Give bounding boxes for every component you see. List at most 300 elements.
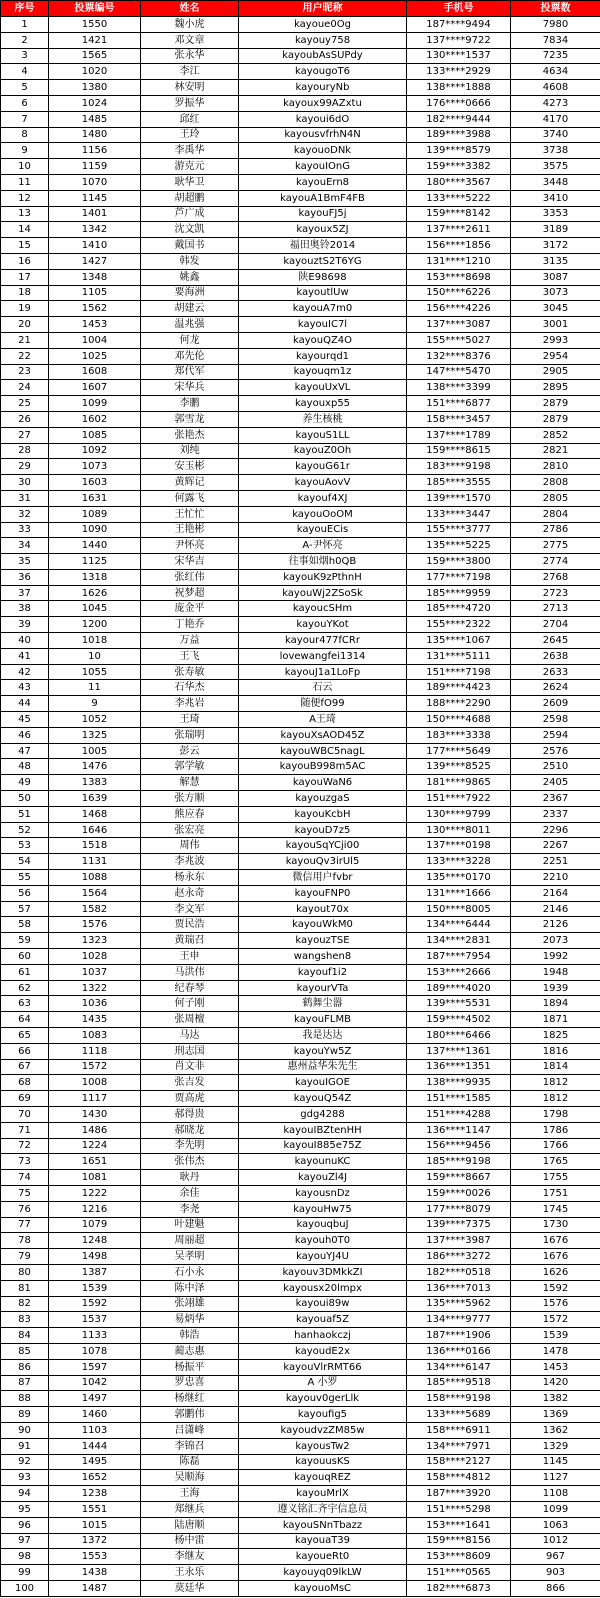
cell-nickname: kayouXsAOD45Z — [239, 727, 407, 743]
table-row — [1, 80, 600, 96]
cell-vote-id: 1103 — [49, 1422, 141, 1438]
cell-votes: 967 — [511, 1549, 600, 1565]
cell-votes: 3353 — [511, 206, 600, 222]
cell-nickname: kayougoT6 — [239, 64, 407, 80]
cell-phone: 158****2127 — [407, 1454, 511, 1470]
cell-name: 杨永东 — [141, 870, 239, 886]
cell-name: 郝晓龙 — [141, 1122, 239, 1138]
table-row — [1, 933, 600, 949]
cell-index: 22 — [1, 348, 49, 364]
cell-name: 赵永奇 — [141, 885, 239, 901]
cell-vote-id: 1498 — [49, 1249, 141, 1265]
cell-index: 3 — [1, 48, 49, 64]
cell-vote-id: 1025 — [49, 348, 141, 364]
cell-votes: 4634 — [511, 64, 600, 80]
table-row — [1, 822, 600, 838]
table-row — [1, 601, 600, 617]
cell-vote-id: 1159 — [49, 159, 141, 175]
table-row — [1, 206, 600, 222]
table-row — [1, 411, 600, 427]
cell-name: 张方顺 — [141, 791, 239, 807]
cell-nickname: kayousnDz — [239, 1185, 407, 1201]
cell-votes: 2768 — [511, 569, 600, 585]
cell-vote-id: 1651 — [49, 1154, 141, 1170]
cell-name: 罗振华 — [141, 95, 239, 111]
cell-phone: 134****2831 — [407, 933, 511, 949]
table-row — [1, 1043, 600, 1059]
cell-phone: 180****6466 — [407, 1028, 511, 1044]
table-row — [1, 459, 600, 475]
cell-votes: 2723 — [511, 585, 600, 601]
header-vote-id: 投票编号 — [49, 1, 141, 17]
table-row — [1, 1486, 600, 1502]
cell-votes: 1745 — [511, 1201, 600, 1217]
cell-nickname: kayoutlUw — [239, 285, 407, 301]
cell-nickname: kayouf1i2 — [239, 964, 407, 980]
header-votes: 投票数 — [511, 1, 600, 17]
cell-votes: 2774 — [511, 554, 600, 570]
cell-phone: 151****5298 — [407, 1501, 511, 1517]
cell-index: 36 — [1, 569, 49, 585]
cell-nickname: kayouYKot — [239, 617, 407, 633]
cell-vote-id: 1607 — [49, 380, 141, 396]
cell-index: 79 — [1, 1249, 49, 1265]
cell-nickname: kayouSqYCji00 — [239, 838, 407, 854]
cell-vote-id: 1592 — [49, 1296, 141, 1312]
cell-index: 35 — [1, 554, 49, 570]
cell-votes: 1478 — [511, 1343, 600, 1359]
cell-name: 贾民浩 — [141, 917, 239, 933]
cell-phone: 186****3272 — [407, 1249, 511, 1265]
cell-phone: 158****4812 — [407, 1470, 511, 1486]
table-row — [1, 1549, 600, 1565]
cell-vote-id: 1602 — [49, 411, 141, 427]
cell-phone: 139****8525 — [407, 759, 511, 775]
cell-phone: 151****7922 — [407, 791, 511, 807]
cell-index: 43 — [1, 680, 49, 696]
cell-nickname: kayouh0T0 — [239, 1233, 407, 1249]
table-row — [1, 727, 600, 743]
cell-votes: 2126 — [511, 917, 600, 933]
table-row — [1, 443, 600, 459]
table-row — [1, 1438, 600, 1454]
cell-nickname: kayouaf5Z — [239, 1312, 407, 1328]
cell-phone: 134****7971 — [407, 1438, 511, 1454]
cell-phone: 136****7013 — [407, 1280, 511, 1296]
cell-index: 4 — [1, 64, 49, 80]
table-row — [1, 743, 600, 759]
cell-name: 陈中泽 — [141, 1280, 239, 1296]
cell-vote-id: 1626 — [49, 585, 141, 601]
cell-index: 83 — [1, 1312, 49, 1328]
cell-votes: 1592 — [511, 1280, 600, 1296]
cell-vote-id: 1090 — [49, 522, 141, 538]
cell-name: 罗忠喜 — [141, 1375, 239, 1391]
cell-name: 芦广成 — [141, 206, 239, 222]
cell-name: 李文军 — [141, 901, 239, 917]
cell-nickname: kayouWaN6 — [239, 775, 407, 791]
cell-vote-id: 1564 — [49, 885, 141, 901]
cell-nickname: kayouZ0Oh — [239, 443, 407, 459]
cell-votes: 1992 — [511, 949, 600, 965]
cell-index: 24 — [1, 380, 49, 396]
table-body — [1, 17, 600, 1597]
cell-phone: 151****7198 — [407, 664, 511, 680]
cell-phone: 136****1351 — [407, 1059, 511, 1075]
table-row — [1, 238, 600, 254]
cell-name: 李兆波 — [141, 854, 239, 870]
cell-phone: 151****6877 — [407, 396, 511, 412]
table-row — [1, 522, 600, 538]
cell-index: 90 — [1, 1422, 49, 1438]
cell-name: 刑志国 — [141, 1043, 239, 1059]
table-row — [1, 1106, 600, 1122]
table-row — [1, 680, 600, 696]
cell-votes: 2786 — [511, 522, 600, 538]
cell-votes: 1012 — [511, 1533, 600, 1549]
cell-name: 郑继兵 — [141, 1501, 239, 1517]
table-row — [1, 538, 600, 554]
cell-index: 31 — [1, 490, 49, 506]
cell-index: 61 — [1, 964, 49, 980]
cell-votes: 3575 — [511, 159, 600, 175]
cell-votes: 1765 — [511, 1154, 600, 1170]
cell-votes: 1766 — [511, 1138, 600, 1154]
cell-vote-id: 1487 — [49, 1580, 141, 1596]
cell-vote-id: 1117 — [49, 1091, 141, 1107]
cell-nickname: 随便fO99 — [239, 696, 407, 712]
cell-name: 耿丹 — [141, 1170, 239, 1186]
cell-index: 9 — [1, 143, 49, 159]
cell-name: 戴国书 — [141, 238, 239, 254]
cell-nickname: kayouVlrRMT66 — [239, 1359, 407, 1375]
cell-phone: 177****5649 — [407, 743, 511, 759]
cell-name: 王海 — [141, 1486, 239, 1502]
table-row — [1, 427, 600, 443]
cell-votes: 3135 — [511, 253, 600, 269]
cell-index: 70 — [1, 1106, 49, 1122]
table-row — [1, 364, 600, 380]
cell-name: 邓先伦 — [141, 348, 239, 364]
table-row — [1, 32, 600, 48]
cell-vote-id: 1468 — [49, 806, 141, 822]
cell-nickname: kayouI885e75Z — [239, 1138, 407, 1154]
cell-votes: 903 — [511, 1565, 600, 1581]
cell-nickname: kayoux99AZxtu — [239, 95, 407, 111]
cell-vote-id: 1037 — [49, 964, 141, 980]
cell-votes: 2879 — [511, 411, 600, 427]
cell-name: 郑代军 — [141, 364, 239, 380]
cell-votes: 7980 — [511, 17, 600, 33]
cell-phone: 136****1147 — [407, 1122, 511, 1138]
cell-index: 34 — [1, 538, 49, 554]
cell-index: 49 — [1, 775, 49, 791]
cell-phone: 150****8005 — [407, 901, 511, 917]
cell-phone: 135****1067 — [407, 633, 511, 649]
cell-name: 祝梦超 — [141, 585, 239, 601]
cell-vote-id: 1372 — [49, 1533, 141, 1549]
cell-name: 吕潇峰 — [141, 1422, 239, 1438]
table-row — [1, 569, 600, 585]
cell-phone: 185****9198 — [407, 1154, 511, 1170]
cell-nickname: kayouZl4J — [239, 1170, 407, 1186]
cell-index: 41 — [1, 648, 49, 664]
cell-vote-id: 1323 — [49, 933, 141, 949]
cell-name: 韩浩 — [141, 1328, 239, 1344]
cell-vote-id: 1438 — [49, 1565, 141, 1581]
cell-nickname: kayouIGOE — [239, 1075, 407, 1091]
cell-vote-id: 1238 — [49, 1486, 141, 1502]
cell-phone: 151****0565 — [407, 1565, 511, 1581]
cell-vote-id: 1383 — [49, 775, 141, 791]
cell-vote-id: 1603 — [49, 475, 141, 491]
cell-phone: 137****3987 — [407, 1233, 511, 1249]
cell-index: 71 — [1, 1122, 49, 1138]
cell-nickname: kayoui6dO — [239, 111, 407, 127]
cell-name: 王艳彬 — [141, 522, 239, 538]
cell-vote-id: 1222 — [49, 1185, 141, 1201]
cell-nickname: kayouYw5Z — [239, 1043, 407, 1059]
cell-vote-id: 1631 — [49, 490, 141, 506]
cell-phone: 133****3228 — [407, 854, 511, 870]
cell-votes: 4608 — [511, 80, 600, 96]
cell-nickname: kayouB998m5AC — [239, 759, 407, 775]
cell-vote-id: 1430 — [49, 1106, 141, 1122]
cell-index: 76 — [1, 1201, 49, 1217]
cell-phone: 159****8667 — [407, 1170, 511, 1186]
cell-phone: 137****1789 — [407, 427, 511, 443]
cell-vote-id: 1497 — [49, 1391, 141, 1407]
table-row — [1, 1154, 600, 1170]
table-row — [1, 759, 600, 775]
cell-phone: 139****8579 — [407, 143, 511, 159]
cell-vote-id: 1342 — [49, 222, 141, 238]
cell-nickname: A王琦 — [239, 712, 407, 728]
table-row — [1, 1375, 600, 1391]
table-row — [1, 490, 600, 506]
cell-phone: 134****6444 — [407, 917, 511, 933]
cell-votes: 2267 — [511, 838, 600, 854]
cell-nickname: A-尹怀亮 — [239, 538, 407, 554]
table-row — [1, 1312, 600, 1328]
cell-votes: 1751 — [511, 1185, 600, 1201]
cell-phone: 137****1361 — [407, 1043, 511, 1059]
cell-vote-id: 1562 — [49, 301, 141, 317]
cell-votes: 2576 — [511, 743, 600, 759]
cell-index: 77 — [1, 1217, 49, 1233]
cell-votes: 2624 — [511, 680, 600, 696]
cell-votes: 1676 — [511, 1233, 600, 1249]
cell-index: 65 — [1, 1028, 49, 1044]
cell-nickname: kayouusKS — [239, 1454, 407, 1470]
cell-phone: 185****9518 — [407, 1375, 511, 1391]
cell-votes: 2810 — [511, 459, 600, 475]
cell-name: 李鹏 — [141, 396, 239, 412]
cell-phone: 150****4688 — [407, 712, 511, 728]
cell-vote-id: 1582 — [49, 901, 141, 917]
cell-index: 44 — [1, 696, 49, 712]
cell-vote-id: 1073 — [49, 459, 141, 475]
cell-phone: 189****4423 — [407, 680, 511, 696]
cell-votes: 1814 — [511, 1059, 600, 1075]
cell-nickname: kayouIBZtenHH — [239, 1122, 407, 1138]
table-row — [1, 222, 600, 238]
cell-vote-id: 1387 — [49, 1264, 141, 1280]
cell-name: 陈磊 — [141, 1454, 239, 1470]
cell-votes: 2905 — [511, 364, 600, 380]
cell-nickname: kayoui89w — [239, 1296, 407, 1312]
cell-name: 刘纯 — [141, 443, 239, 459]
cell-phone: 153****1641 — [407, 1517, 511, 1533]
cell-index: 33 — [1, 522, 49, 538]
cell-nickname: kayouQZ4O — [239, 332, 407, 348]
cell-nickname: kayoux5ZJ — [239, 222, 407, 238]
cell-nickname: 养生核桃 — [239, 411, 407, 427]
cell-index: 60 — [1, 949, 49, 965]
cell-nickname: kayoudvzZM85w — [239, 1422, 407, 1438]
cell-index: 93 — [1, 1470, 49, 1486]
cell-index: 86 — [1, 1359, 49, 1375]
cell-index: 51 — [1, 806, 49, 822]
table-row — [1, 1359, 600, 1375]
cell-phone: 182****9444 — [407, 111, 511, 127]
table-row — [1, 1201, 600, 1217]
cell-vote-id: 1597 — [49, 1359, 141, 1375]
cell-name: 余佳 — [141, 1185, 239, 1201]
cell-name: 陆唐顺 — [141, 1517, 239, 1533]
table-row — [1, 1122, 600, 1138]
cell-nickname: kayouIOnG — [239, 159, 407, 175]
cell-name: 尹怀亮 — [141, 538, 239, 554]
cell-vote-id: 1539 — [49, 1280, 141, 1296]
cell-vote-id: 1486 — [49, 1122, 141, 1138]
cell-vote-id: 1024 — [49, 95, 141, 111]
cell-phone: 177****8079 — [407, 1201, 511, 1217]
cell-index: 74 — [1, 1170, 49, 1186]
cell-index: 21 — [1, 332, 49, 348]
cell-vote-id: 1485 — [49, 111, 141, 127]
cell-vote-id: 1055 — [49, 664, 141, 680]
cell-nickname: kayoubAsSUPdy — [239, 48, 407, 64]
cell-votes: 1329 — [511, 1438, 600, 1454]
cell-nickname: hanhaokczj — [239, 1328, 407, 1344]
cell-phone: 130****1537 — [407, 48, 511, 64]
cell-index: 10 — [1, 159, 49, 175]
cell-index: 94 — [1, 1486, 49, 1502]
cell-phone: 137****0198 — [407, 838, 511, 854]
cell-nickname: kayouztS2T6YG — [239, 253, 407, 269]
cell-vote-id: 1480 — [49, 127, 141, 143]
cell-votes: 1939 — [511, 980, 600, 996]
cell-vote-id: 1088 — [49, 870, 141, 886]
cell-phone: 139****7375 — [407, 1217, 511, 1233]
cell-phone: 187****9494 — [407, 17, 511, 33]
cell-nickname: kayouJ1a1LoFp — [239, 664, 407, 680]
cell-phone: 132****8376 — [407, 348, 511, 364]
table-row — [1, 664, 600, 680]
cell-name: 李锦召 — [141, 1438, 239, 1454]
cell-votes: 1420 — [511, 1375, 600, 1391]
cell-nickname: kayoudE2x — [239, 1343, 407, 1359]
cell-vote-id: 1248 — [49, 1233, 141, 1249]
cell-votes: 3738 — [511, 143, 600, 159]
cell-vote-id: 1005 — [49, 743, 141, 759]
cell-phone: 158****9198 — [407, 1391, 511, 1407]
cell-vote-id: 1052 — [49, 712, 141, 728]
cell-votes: 2808 — [511, 475, 600, 491]
header-name: 姓名 — [141, 1, 239, 17]
cell-votes: 4170 — [511, 111, 600, 127]
cell-index: 97 — [1, 1533, 49, 1549]
table-row — [1, 159, 600, 175]
cell-nickname: kayouErn8 — [239, 174, 407, 190]
cell-index: 45 — [1, 712, 49, 728]
cell-nickname: 我是达达 — [239, 1028, 407, 1044]
cell-name: 温兆强 — [141, 317, 239, 333]
cell-nickname: kayouqm1z — [239, 364, 407, 380]
cell-nickname: kayouSNnTbazz — [239, 1517, 407, 1533]
cell-name: 杨中雷 — [141, 1533, 239, 1549]
cell-name: 马达 — [141, 1028, 239, 1044]
cell-nickname: 鹤舞尘嚣 — [239, 996, 407, 1012]
cell-nickname: lovewangfei1314 — [239, 648, 407, 664]
cell-nickname: 遵义铭汇齐宇信息员 — [239, 1501, 407, 1517]
cell-name: 李先明 — [141, 1138, 239, 1154]
cell-name: 杨继红 — [141, 1391, 239, 1407]
cell-nickname: kayouzTSE — [239, 933, 407, 949]
cell-index: 26 — [1, 411, 49, 427]
cell-nickname: kayouK9zPthnH — [239, 569, 407, 585]
cell-nickname: 石云 — [239, 680, 407, 696]
cell-votes: 1786 — [511, 1122, 600, 1138]
cell-name: 游克元 — [141, 159, 239, 175]
cell-name: 宋华吉 — [141, 554, 239, 570]
cell-phone: 133****5222 — [407, 190, 511, 206]
cell-nickname: kayouYJ4U — [239, 1249, 407, 1265]
cell-name: 肖文非 — [141, 1059, 239, 1075]
table-row — [1, 1343, 600, 1359]
cell-vote-id: 1028 — [49, 949, 141, 965]
cell-nickname: 往事如烟h0QB — [239, 554, 407, 570]
table-row — [1, 1170, 600, 1186]
cell-votes: 3189 — [511, 222, 600, 238]
cell-votes: 1063 — [511, 1517, 600, 1533]
cell-name: 彭云 — [141, 743, 239, 759]
cell-index: 78 — [1, 1233, 49, 1249]
cell-nickname: kayouQv3irUl5 — [239, 854, 407, 870]
cell-vote-id: 10 — [49, 648, 141, 664]
cell-nickname: kayouWkM0 — [239, 917, 407, 933]
cell-index: 85 — [1, 1343, 49, 1359]
cell-phone: 131****1210 — [407, 253, 511, 269]
cell-votes: 1730 — [511, 1217, 600, 1233]
cell-votes: 1755 — [511, 1170, 600, 1186]
cell-name: 李禹华 — [141, 143, 239, 159]
table-row — [1, 585, 600, 601]
cell-name: 要海洲 — [141, 285, 239, 301]
cell-name: 何子刚 — [141, 996, 239, 1012]
cell-name: 沈文凯 — [141, 222, 239, 238]
table-row — [1, 143, 600, 159]
cell-phone: 139****1570 — [407, 490, 511, 506]
cell-index: 39 — [1, 617, 49, 633]
table-row — [1, 1422, 600, 1438]
cell-index: 8 — [1, 127, 49, 143]
cell-phone: 180****3567 — [407, 174, 511, 190]
table-row — [1, 901, 600, 917]
cell-nickname: A 小罗 — [239, 1375, 407, 1391]
cell-votes: 2146 — [511, 901, 600, 917]
